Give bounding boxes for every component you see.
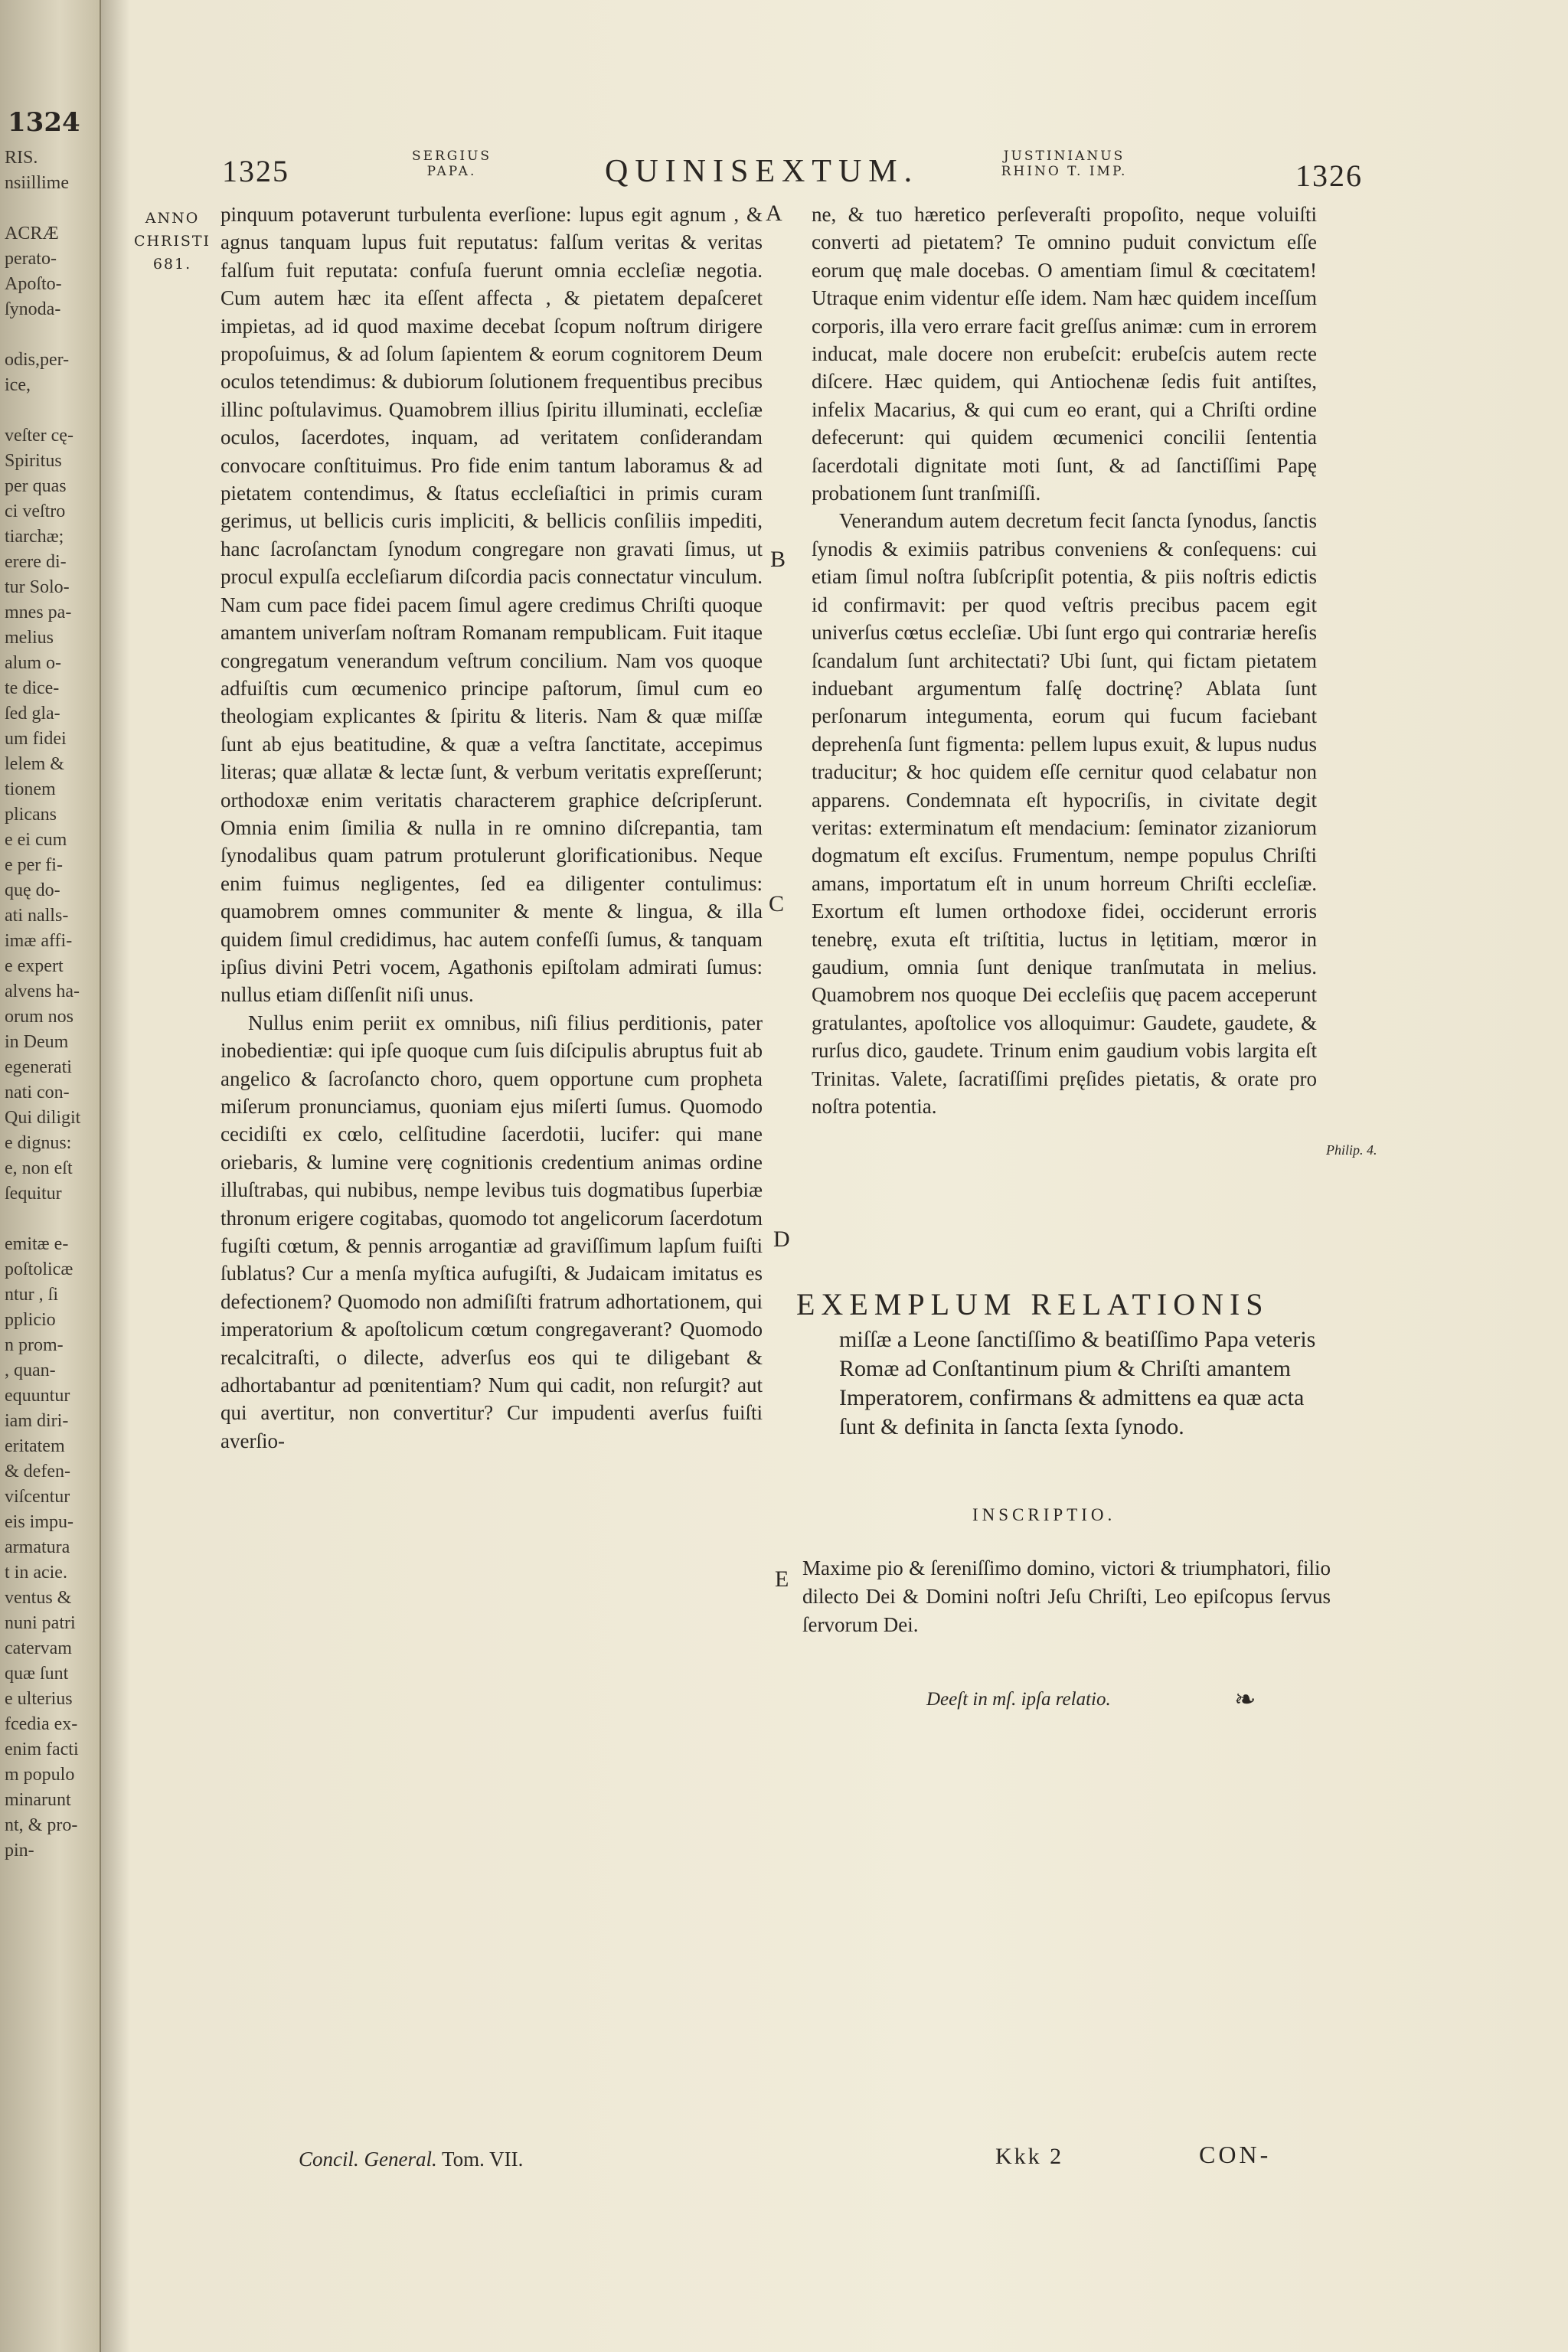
- right-paragraph-1: ne, & tuo hæretico perſeveraſti propoſito, neque voluiſti converti ad pietatem? Te omnino puduit convictum eſſe eorum quę male docebas. O amentiam ſimul & cœcitatem! Utraque enim videntur eſſe idem. Nam hæc quidem inceſſum corporis, illa vero errare facit greſſus animæ: cum in errorem inducat, male docere non erubeſcit: erubeſcis autem recte diſcere. Hæc quidem, qui Antiochenæ ſedis fuit antiſtes, infelix Macarius, & qui cum eo erant, qui a Chriſti ordine defecerunt: qui quidem œcumenici concilii ſententia ſacerdotali dignitate moti ſunt, & ad ſanctiſſimi Papę probationem ſunt tranſmiſſi.: [812, 203, 1317, 505]
- right-column: [812, 201, 1317, 1120]
- exemplum-title: EXEMPLUM RELATIONIS: [796, 1287, 1269, 1321]
- head-justinianus: [988, 149, 1141, 179]
- page-number-left: 1325: [222, 154, 289, 188]
- previous-page-number: 1324: [8, 107, 80, 138]
- ornament-icon: ❧: [1234, 1684, 1256, 1715]
- head-justinianus-name: JUSTINIANUS: [1003, 149, 1125, 164]
- section-letter-e: E: [775, 1566, 789, 1592]
- head-rhino: RHINO T. IMP.: [1001, 164, 1128, 179]
- running-title: QUINISEXTUM.: [605, 154, 920, 189]
- footer-volume: [299, 2148, 523, 2171]
- head-papa: PAPA.: [426, 164, 477, 179]
- margin-year-note: ANNO CHRISTI 681.: [133, 210, 211, 273]
- exemplum-heading: [796, 1286, 1325, 1442]
- head-sergius-name: SERGIUS: [411, 149, 492, 164]
- exemplum-body: miſſæ a Leone ſanctiſſimo & beatiſſimo Papa veteris Romæ ad Conſtantinum pium & Chriſti amantem Imperatorem, confirmans & admittens ea quæ acta ſunt & definita in ſancta ſexta ſynodo.: [839, 1327, 1316, 1439]
- signature-mark: Kkk 2: [995, 2144, 1064, 2169]
- catchword: CON-: [1199, 2141, 1272, 2168]
- footer-volume-title: Concil. General.: [299, 2148, 437, 2171]
- section-letter-a: A: [766, 201, 782, 226]
- left-paragraph-2: Nullus enim periit ex omnibus, niſi filius perditionis, pater inobedientiæ: qui ipſe quoque cum ſuis diſcipulis abruptus fuit ab angelico & ſacroſancto choro, quem opportune cum propheta miſerum pronunciamus, quoniam ejus miſerti ſumus. Quomodo cecidiſti ex cœlo, celſitudine ſacerdotii, lucifer: qui mane oriebaris, & lumine verę cognitionis credentium animas ordine illuſtrabas, qui nubibus, nempe levibus tuis dogmatibus ſuperbiæ thronum erigere cogitabas, quomodo tot angelicorum ſacerdotum fugiſti cœtum, & pennis arrogantiæ ad graviſſimum lapſum fuiſti ſublatus? Cur a menſa myſtica aufugiſti, & Judaicam imitatus es defectionem? Quomodo non admiſiſti fratrum adhortationem, qui imperatorium & apoſtolicum cœtum congregaverant? Quomodo recalcitraſti, o dilecte, adverſus eos qui te diligebant & adhortabantur ad pœnitentiam? Num qui cadit, non reſurgit? aut qui avertitur, non convertitur? Cur impudenti averſus fuiſti averſio-: [220, 1011, 763, 1452]
- deest-note: Deeſt in mſ. ipſa relatio.: [926, 1689, 1111, 1710]
- section-letter-b: B: [770, 547, 786, 572]
- left-column: [220, 201, 763, 1455]
- left-paragraph-1: pinquum potaverunt turbulenta everſione: lupus egit agnum , & agnus tanquam lupus fuit reputatus: falſum veritas & veritas falſum fuit reputata: confuſa fuerunt omnia eccleſiæ negotia. Cum autem hæc ita eſſent affecta , & pietatem depaſceret impietas, ad id quod maxime decebat ſcopum noſtrum dirigere propoſuimus, & ad ſolum ſapientem & eorum cognitorem Deum oculos tetendimus: & dubiorum ſolutionem frequentibus precibus illinc poſtulavimus. Quamobrem illius ſpiritu illuminati, eccleſiæ oculos, ſacerdotes, inquam, ad veritatem conſiderandam convocare conſtituimus. Pro fide enim tantum laboramus & ad pietatem contendimus, & ſtatus eccleſiaſtici in primis curam gerimus, ut bellicis curis impliciti, & bellicis conſiliis impediti, hanc ſacroſanctam ſynodum congregare non gravati ſimus, ut procul expulſa eccleſiarum diſcordia pacis connectatur vinculum. Nam cum pace fidei pacem ſimul agere credimus Chriſti quoque amantem univerſam noſtram Romanam rempublicam. Fuit itaque congregatum venerandum veſtrum concilium. Nam vos quoque adfuiſtis cum œcumenico principe paſtorum, ſimul cum eo theologiam explicantes & ſpiritu & literis. Nam & quæ miſſæ ſunt ab ejus beatitudine, & quæ a veſtra ſanctitate, accepimus literas; quæ allatæ & lectæ ſunt, & verbum veritatis expreſſerunt; orthodoxæ enim veritatis characterem graphice deſcripſerunt. Omnia enim ſimilia & nulla in re omnino diſcrepantia, tam ſynodalibus quam patrum protulerunt glorificationibus. Neque enim fuimus negligentes, ſed ea diligenter contulimus: quamobrem omnes communiter & mente & lingua, & illa quidem ſimul credidimus, hac autem confeſſi ſumus, & tanquam ipſius divini Petri vocem, Agathonis epiſtolam admirati ſumus: nullus etiam diſſenſit niſi unus.: [220, 203, 763, 1007]
- gutter-shadow: [100, 0, 130, 2352]
- right-paragraph-2: Venerandum autem decretum fecit ſancta ſynodus, ſanctis ſynodis & eximiis patribus conveniens & conſequens: cui etiam ſimul noſtra ſubſcripſit potentia, & piis noſtris edictis id confirmavit: per quod veſtris precibus pacem egit univerſus cœtus eccleſiæ. Ubi ſunt ergo qui contrariæ hereſis ſcandalum ſunt architectati? Ubi ſunt, qui fictam pietatem induebant argumentum falſę doctrinę? Ablata ſunt perſonarum integumenta, eorum qui fucum faciebant deprehenſa ſunt figmenta: pellem lupus exuit, & lupus nudus traducitur; & hoc quidem eſſe cernitur quod celabatur non apparens. Condemnata eſt hypocriſis, in civitate degit veritas: exterminatum eſt mendacium: ſeminator zizaniorum dogmatum eſt exciſus. Frumentum, nempe populus Chriſti amans, importatum eſt in unum horreum Chriſti eccleſiæ. Exortum eſt lumen orthodoxe fidei, occiderunt erroris tenebrę, exuta eſt triſtitia, luctus in lętitiam, mœror in gaudium, omnia ſunt denique tranſmutata in melius. Quamobrem nos quoque Dei eccleſiis quę pacem acceperunt gratulantes, apoſtolice vos alloquimur: Gaudete, gaudete, & rurſus dico, gaudete. Trinum enim gaudium vobis largita eſt Trinitas. Valete, ſacratiſſimi pręſides pietatis, & orate pro noſtra potentia.: [812, 509, 1317, 1118]
- page-number-right: 1326: [1295, 158, 1363, 193]
- inscriptio-heading: INSCRIPTIO.: [972, 1505, 1116, 1524]
- footer-volume-number: Tom. VII.: [436, 2148, 524, 2171]
- previous-page-edge: [0, 0, 101, 2352]
- head-sergius: [398, 149, 505, 179]
- section-letter-d: D: [773, 1227, 790, 1252]
- previous-page-fragments: RIS. nsiillime ACRÆ perato- Apoſto- ſynoda- odis,per- ice, veſter cę- Spiritus per quas ci veſtro tiarchæ; erere di- tur Solo- mnes pa- melius alum o- te dice- ſed gla- um fidei lelem & tionem plicans e ei cum e per fi- quę do- ati nalls- imæ affi- e expert alvens ha- orum nos in Deum egenerati nati con- Qui diligit e dignus: e, non eſt ſequitur emitæ e- poſtolicæ ntur , ſi pplicio n prom- , quan- equuntur iam diri- eritatem & defen- viſcentur eis impu- armatura t in acie. ventus & nuni patri catervam quæ ſunt e ulterius fcedia ex- enim facti m populo minarunt nt, & pro- pin-: [5, 148, 81, 1860]
- side-reference: Philip. 4.: [1326, 1142, 1377, 1158]
- section-letter-c: C: [769, 891, 785, 916]
- inscriptio-body: Maxime pio & ſereniſſimo domino, victori & triumphatori, filio dilecto Dei & Domini noſtri Jeſu Chriſti, Leo epiſcopus ſervus ſervorum Dei.: [802, 1557, 1331, 1636]
- running-head: [222, 149, 1363, 199]
